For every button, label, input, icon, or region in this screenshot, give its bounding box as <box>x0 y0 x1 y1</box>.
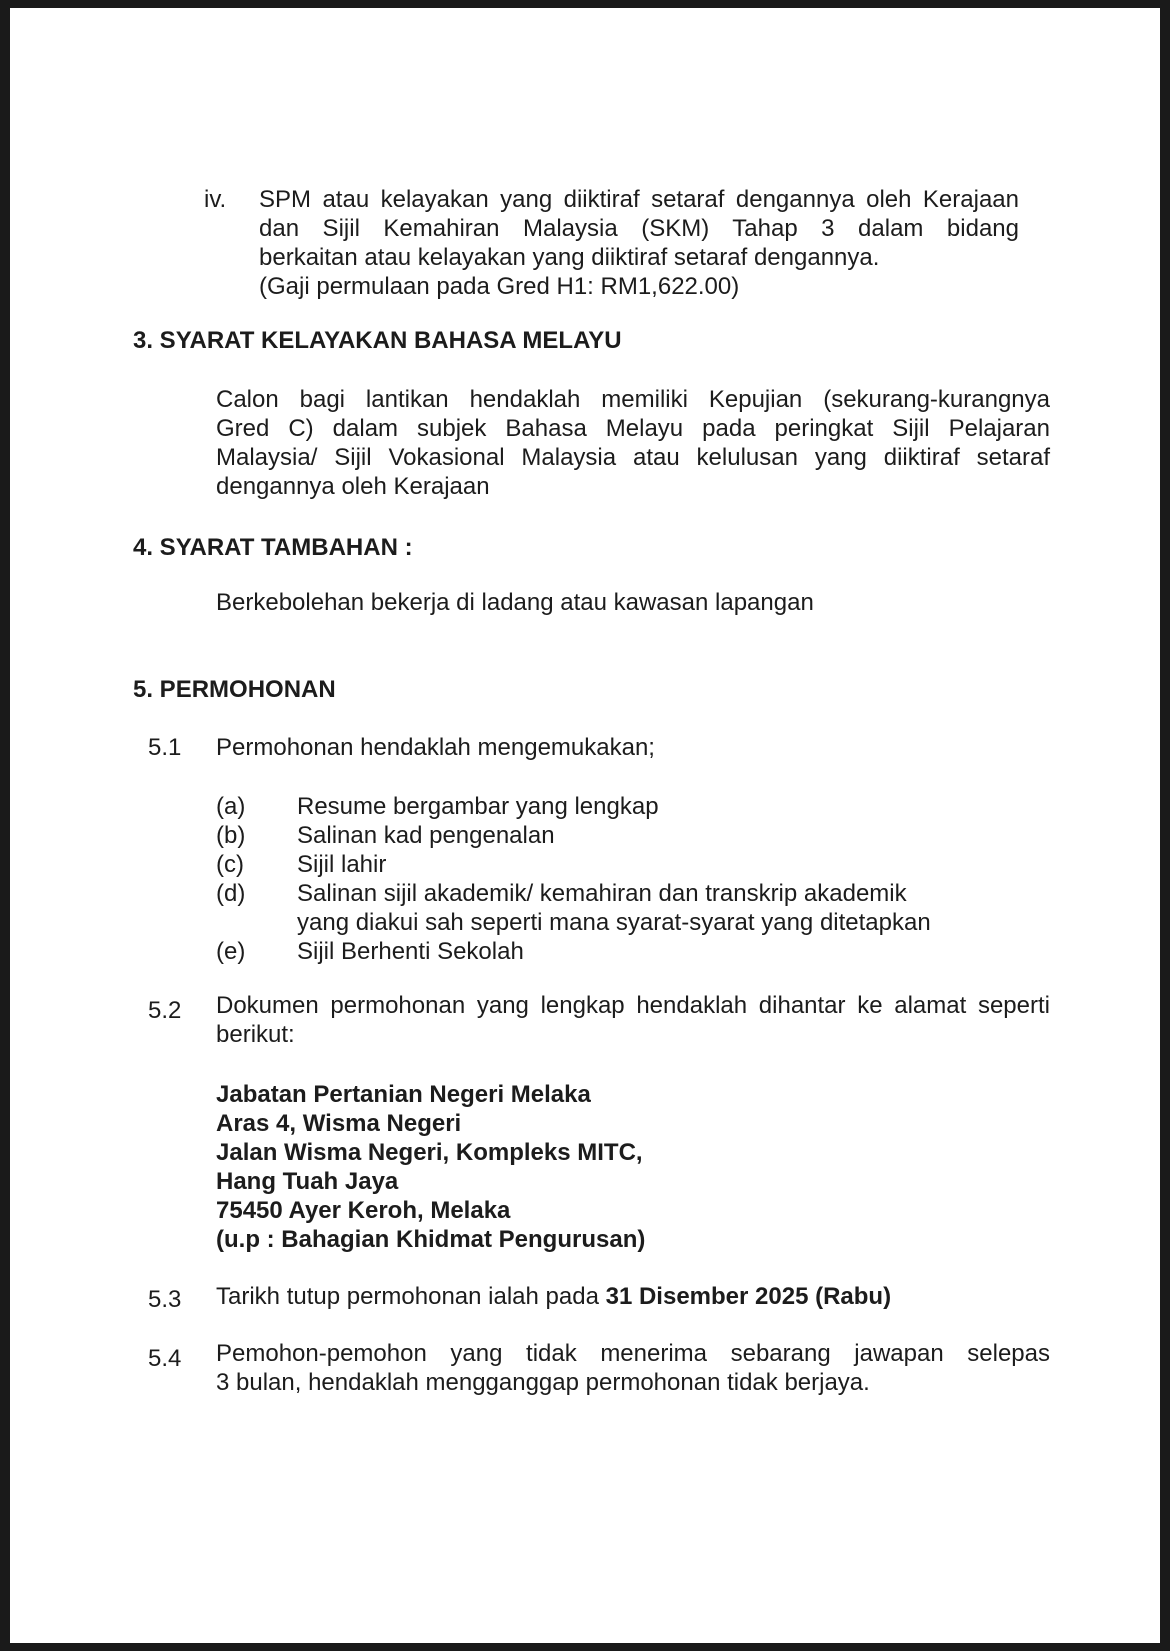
s53-text-plain: Tarikh tutup permohonan ialah pada <box>216 1283 606 1310</box>
s51-item-e-marker: (e) <box>216 938 246 965</box>
section-3-line-2: Gred C) dalam subjek Bahasa Melayu pada peringkat Sijil Pelajaran <box>216 415 1050 442</box>
s51-item-e-text: Sijil Berhenti Sekolah <box>297 938 524 965</box>
item-iv-marker: iv. <box>204 186 227 213</box>
item-iv-line-2: dan Sijil Kemahiran Malaysia (SKM) Tahap 3 dalam bidang <box>259 215 1019 242</box>
s52-line-2: berikut: <box>216 1021 295 1048</box>
section-3-text <box>216 385 1050 501</box>
s54-text <box>216 1339 1050 1397</box>
s51-item-c-text: Sijil lahir <box>297 851 387 878</box>
item-iv-text <box>259 185 1019 301</box>
address-line-1: Jabatan Pertanian Negeri Melaka <box>216 1081 591 1108</box>
section-3-line-1: Calon bagi lantikan hendaklah memiliki Kepujian (sekurang-kurangnya <box>216 386 1050 413</box>
s51-number: 5.1 <box>148 734 182 761</box>
address-line-2: Aras 4, Wisma Negeri <box>216 1110 462 1137</box>
s51-item-d-marker: (d) <box>216 880 246 907</box>
s54-line-1: Pemohon-pemohon yang tidak menerima sebarang jawapan selepas <box>216 1340 1050 1367</box>
address-line-3: Jalan Wisma Negeri, Kompleks MITC, <box>216 1139 643 1166</box>
item-iv-line-3: berkaitan atau kelayakan yang diiktiraf setaraf dengannya. <box>259 244 880 271</box>
s52-text <box>216 991 1050 1049</box>
address-line-5: 75450 Ayer Keroh, Melaka <box>216 1197 511 1224</box>
section-3-line-3: Malaysia/ Sijil Vokasional Malaysia atau kelulusan yang diiktiraf setaraf <box>216 444 1050 471</box>
s53-text <box>216 1282 891 1311</box>
s51-item-d-text-cont: yang diakui sah seperti mana syarat-syarat yang ditetapkan <box>297 909 931 936</box>
s52-line-1: Dokumen permohonan yang lengkap hendaklah dihantar ke alamat seperti <box>216 992 1050 1019</box>
s54-number: 5.4 <box>148 1345 182 1372</box>
section-3-heading: 3. SYARAT KELAYAKAN BAHASA MELAYU <box>133 327 622 354</box>
s51-item-b-marker: (b) <box>216 822 246 849</box>
section-3-line-4: dengannya oleh Kerajaan <box>216 473 490 500</box>
address-line-4: Hang Tuah Jaya <box>216 1168 399 1195</box>
address-line-6: (u.p : Bahagian Khidmat Pengurusan) <box>216 1226 646 1253</box>
s51-item-c-marker: (c) <box>216 851 244 878</box>
s53-number: 5.3 <box>148 1286 182 1313</box>
s51-text: Permohonan hendaklah mengemukakan; <box>216 734 655 761</box>
s51-item-a-text: Resume bergambar yang lengkap <box>297 793 659 820</box>
s51-item-a-marker: (a) <box>216 793 246 820</box>
item-iv-line-4: (Gaji permulaan pada Gred H1: RM1,622.00) <box>259 273 740 300</box>
section-5-heading: 5. PERMOHONAN <box>133 676 336 703</box>
s54-line-2: 3 bulan, hendaklah mengganggap permohonan tidak berjaya. <box>216 1369 870 1396</box>
s53-closing-date: 31 Disember 2025 (Rabu) <box>605 1283 892 1310</box>
s52-number: 5.2 <box>148 997 182 1024</box>
s51-item-b-text: Salinan kad pengenalan <box>297 822 555 849</box>
item-iv-line-1: SPM atau kelayakan yang diiktiraf setaraf dengannya oleh Kerajaan <box>259 186 1019 213</box>
section-4-text: Berkebolehan bekerja di ladang atau kawasan lapangan <box>216 589 814 616</box>
s51-item-d-text: Salinan sijil akademik/ kemahiran dan transkrip akademik <box>297 880 907 907</box>
section-4-heading: 4. SYARAT TAMBAHAN : <box>133 534 413 561</box>
